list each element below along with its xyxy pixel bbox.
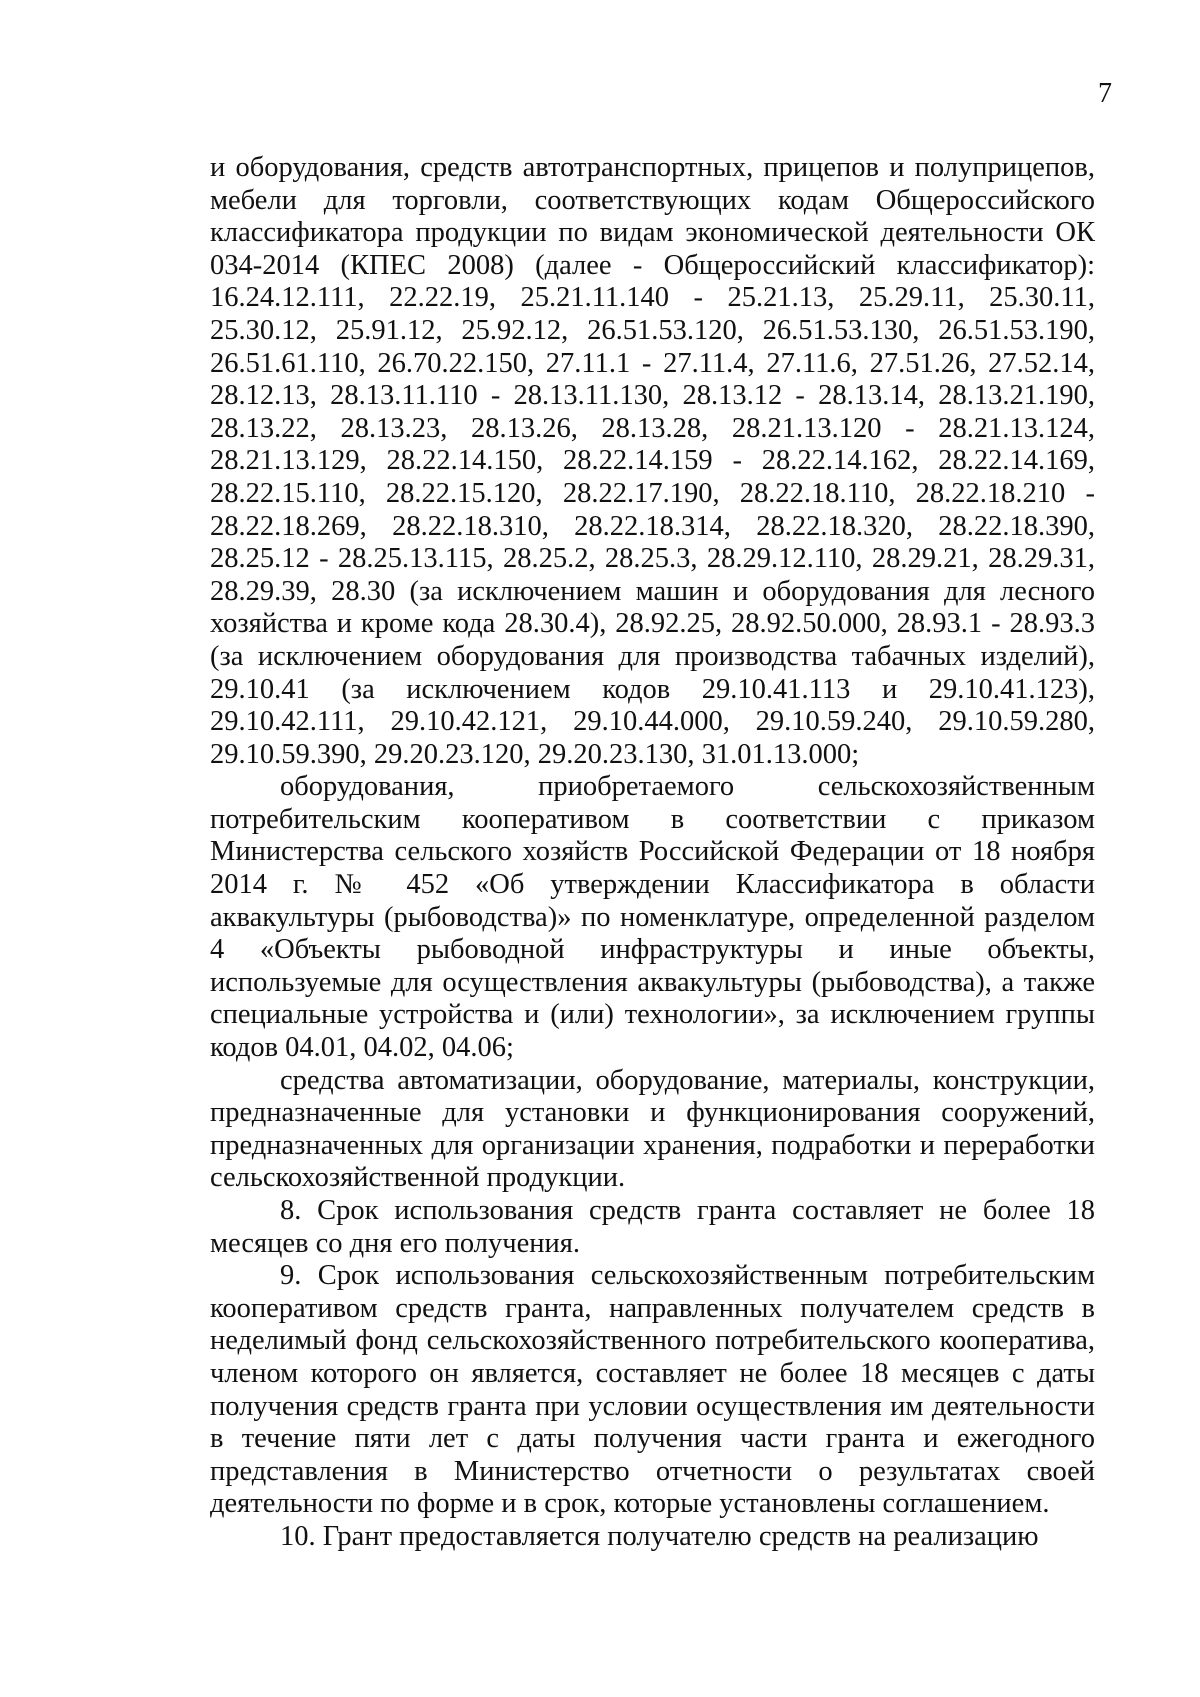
paragraph-equipment-codes: и оборудования, средств автотранспортных, прицепов и полуприцепов, мебели для торговли, соответствующих кодам Общероссийского классификатора продукции по видам экономической деятельности ОК 034-2014 (КПЕС 2008) (далее - Общероссийский классификатор): 16.24.12.111, 22.22.19, 25.21.11.140 - 25.21.13, 25.29.11, 25.30.11, 25.30.12, 25.91.12, 25.92.12, 26.51.53.120, 26.51.53.130, 26.51.53.190, 26.51.61.110, 26.70.22.150, 27.11.1 - 27.11.4, 27.11.6, 27.51.26, 27.52.14, 28.12.13, 28.13.11.110 - 28.13.11.130, 28.13.12 - 28.13.14, 28.13.21.190, 28.13.22, 28.13.23, 28.13.26, 28.13.28, 28.21.13.120 - 28.21.13.124, 28.21.13.129, 28.22.14.150, 28.22.14.159 - 28.22.14.162, 28.22.14.169, 28.22.15.110, 28.22.15.120, 28.22.17.190, 28.22.18.110, 28.22.18.210 - 28.22.18.269, 28.22.18.310, 28.22.18.314, 28.22.18.320, 28.22.18.390, 28.25.12 - 28.25.13.115, 28.25.2, 28.25.3, 28.29.12.110, 28.29.21, 28.29.31, 28.29.39, 28.30 (за исключением машин и оборудования для лесного хозяйства и кроме кода 28.30.4), 28.92.25, 28.92.50.000, 28.93.1 - 28.93.3 (за исключением оборудования для производства табачных изделий), 29.10.41 (за исключением кодов 29.10.41.113 и 29.10.41.123), 29.10.42.111, 29.10.42.121, 29.10.44.000, 29.10.59.240, 29.10.59.280, 29.10.59.390, 29.20.23.120, 29.20.23.130, 31.01.13.000; [210,152,1095,770]
document-body [210,152,1095,1554]
paragraph-clause-9: 9. Срок использования сельскохозяйственным потребительским кооперативом средств гранта, направленных получателем средств в неделимый фонд сельскохозяйственного потребительского кооператива, членом которого он является, составляет не более 18 месяцев с даты получения средств гранта при условии осуществления им деятельности в течение пяти лет с даты получения части гранта и ежегодного представления в Министерство отчетности о результатах своей деятельности по форме и в срок, которые установлены соглашением. [210,1260,1095,1520]
page-number: 7 [1098,78,1112,109]
paragraph-clause-10: 10. Грант предоставляется получателю средств на реализацию [280,1520,1039,1552]
paragraph-automation-means: средства автоматизации, оборудование, материалы, конструкции, предназначенные для установки и функционирования сооружений, предназначенных для организации хранения, подработки и переработки сельскохозяйственной продукции. [210,1064,1095,1194]
paragraph-aquaculture-equipment: оборудования, приобретаемого сельскохозяйственным потребительским кооперативом в соответствии с приказом Министерства сельского хозяйств Российской Федерации от 18 ноября 2014 г. № 452 «Об утверждении Классификатора в области аквакультуры (рыбоводства)» по номенклатуре, определенной разделом 4 «Объекты рыбоводной инфраструктуры и иные объекты, используемые для осуществления аквакультуры (рыбоводства), а также специальные устройства и (или) технологии», за исключением группы кодов 04.01, 04.02, 04.06; [210,771,1095,1064]
paragraph-clause-8: 8. Срок использования средств гранта составляет не более 18 месяцев со дня его получения. [210,1195,1095,1259]
